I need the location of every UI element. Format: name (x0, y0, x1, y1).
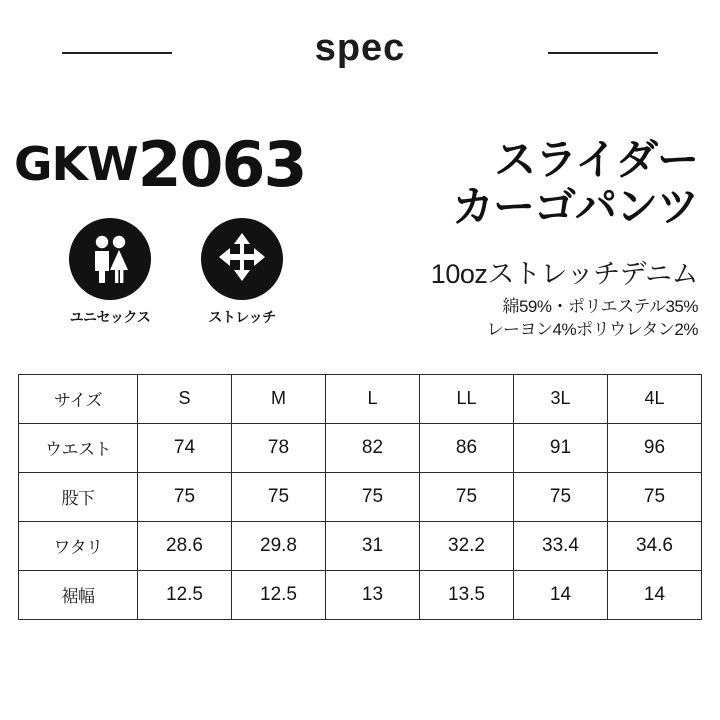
badge-unisex-label: ユニセックス (69, 309, 151, 325)
table-header-size: サイズ (19, 374, 138, 423)
badge-stretch-label: ストレッチ (208, 309, 276, 325)
cell-inseam-l: 75 (326, 472, 420, 521)
table-header-3l: 3L (514, 374, 608, 423)
cell-hem-s: 12.5 (138, 570, 232, 619)
cell-hem-ll: 13.5 (420, 570, 514, 619)
row-label-waist: ウエスト (19, 423, 138, 472)
product-name-line2: カーゴパンツ (451, 183, 698, 231)
feature-badges (14, 196, 374, 327)
cell-thigh-s: 28.6 (138, 521, 232, 570)
row-label-thigh: ワタリ (19, 521, 138, 570)
model-code-number: 2063 (137, 128, 306, 201)
stretch-icon (216, 231, 268, 288)
model-code (14, 128, 381, 201)
cell-thigh-ll: 32.2 (420, 521, 514, 570)
cell-thigh-l: 31 (326, 521, 420, 570)
size-table (18, 374, 702, 620)
product-naming (374, 134, 698, 342)
cell-inseam-m: 75 (232, 472, 326, 521)
badge-stretch (194, 218, 290, 327)
row-label-inseam: 股下 (19, 472, 138, 521)
cell-inseam-4l: 75 (608, 472, 702, 521)
cell-hem-4l: 14 (608, 570, 702, 619)
table-header-l: L (326, 374, 420, 423)
material-composition-line1: 綿59%・ポリエステル35% (502, 297, 698, 317)
cell-hem-m: 12.5 (232, 570, 326, 619)
badge-unisex-circle (69, 218, 151, 300)
cell-inseam-s: 75 (138, 472, 232, 521)
material-composition-line2: レーヨン4%ポリウレタン2% (486, 320, 698, 339)
cell-waist-s: 74 (138, 423, 232, 472)
spec-header (0, 0, 720, 96)
size-table-container (0, 342, 720, 620)
product-summary (0, 96, 720, 342)
table-header-s: S (138, 374, 232, 423)
table-header-ll: LL (420, 374, 514, 423)
product-identity (14, 128, 374, 327)
row-label-hem: 裾幅 (19, 570, 138, 619)
unisex-icon (82, 229, 138, 290)
cell-waist-m: 78 (232, 423, 326, 472)
cell-waist-ll: 86 (420, 423, 514, 472)
table-row (19, 423, 702, 472)
model-code-prefix: GKW (14, 137, 138, 191)
cell-inseam-3l: 75 (514, 472, 608, 521)
product-name-line1: スライダー (494, 136, 698, 183)
material-main: 10ozストレッチデニム (430, 259, 698, 290)
cell-waist-l: 82 (326, 423, 420, 472)
table-row (19, 570, 702, 619)
cell-waist-4l: 96 (608, 423, 702, 472)
cell-thigh-3l: 33.4 (514, 521, 608, 570)
material-composition (374, 296, 698, 342)
table-header-m: M (232, 374, 326, 423)
product-name (374, 136, 698, 230)
header-rule-left (62, 52, 172, 54)
cell-inseam-ll: 75 (420, 472, 514, 521)
badge-stretch-circle (201, 218, 283, 300)
cell-thigh-m: 29.8 (232, 521, 326, 570)
table-header-4l: 4L (608, 374, 702, 423)
cell-thigh-4l: 34.6 (608, 521, 702, 570)
badge-unisex (62, 218, 158, 327)
cell-waist-3l: 91 (514, 423, 608, 472)
header-rule-right (548, 52, 658, 54)
table-header-row (19, 374, 702, 423)
table-row (19, 472, 702, 521)
cell-hem-l: 13 (326, 570, 420, 619)
table-row (19, 521, 702, 570)
cell-hem-3l: 14 (514, 570, 608, 619)
page-title: spec (289, 29, 432, 67)
